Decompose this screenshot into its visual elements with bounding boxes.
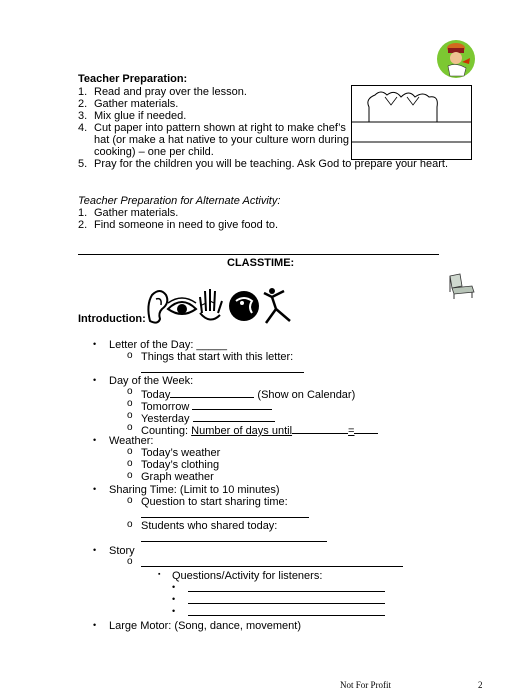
circle-yesterday: o <box>127 410 133 421</box>
prep-item-3: Mix glue if needed. <box>94 110 187 122</box>
alt-item-2: Find someone in need to give food to. <box>94 219 279 231</box>
weather: Weather: <box>109 435 154 447</box>
q-blank-2 <box>188 593 385 604</box>
bullet-weather: • <box>93 435 97 445</box>
weather-item-2: Today’s clothing <box>141 459 220 471</box>
alt-title: Teacher Preparation for Alternate Activity: <box>78 195 281 207</box>
letter-sub: Things that start with this letter: <box>141 351 294 363</box>
head-profile-icon <box>229 291 259 321</box>
prep-item-4-line-1: Cut paper into pattern shown at right to make chef’s <box>94 122 346 134</box>
hand-icon <box>200 289 222 320</box>
prep-item-5: Pray for the children you will be teaching. Ask God to prepare your heart. <box>94 158 449 170</box>
prep-num-5: 5. <box>78 158 88 170</box>
senses-icons <box>144 285 296 327</box>
q-blank-3 <box>188 605 385 616</box>
tomorrow-label: Tomorrow <box>141 401 190 413</box>
letter-blank <box>141 362 304 373</box>
counting-equals: = <box>348 425 355 437</box>
counting-blank-1 <box>292 423 348 434</box>
shared-blank <box>141 531 327 542</box>
day-of-week: Day of the Week: <box>109 375 194 387</box>
today-blank <box>170 387 254 398</box>
prep-num-3: 3. <box>78 110 88 122</box>
circle-story: o <box>127 556 133 567</box>
prep-title: Teacher Preparation: <box>78 73 188 85</box>
story: Story <box>109 545 135 557</box>
footer-label: Not For Profit <box>340 680 392 690</box>
prep-num-4: 4. <box>78 122 88 134</box>
large-motor: Large Motor: (Song, dance, movement) <box>109 620 301 632</box>
circle-question: o <box>127 495 133 506</box>
today-label: Today <box>141 389 171 401</box>
alt-num-1: 1. <box>78 207 88 219</box>
chef-hat-pattern-diagram <box>351 85 472 160</box>
bullet-sharing: • <box>93 484 97 494</box>
story-blank <box>141 556 403 567</box>
alt-item-1: Gather materials. <box>94 207 179 219</box>
counting-row <box>141 423 378 437</box>
prep-item-4-line-2: hat (or make a hat native to your culture worn during <box>94 134 349 146</box>
prep-item-1: Read and pray over the lesson. <box>94 86 247 98</box>
section-divider <box>78 254 439 255</box>
bullet-letter: • <box>93 339 97 349</box>
ear-icon <box>148 291 167 323</box>
circle-counting: o <box>127 422 133 433</box>
prep-item-4-line-3: cooking) – one per child. <box>94 146 214 158</box>
circle-weather-3: o <box>127 470 133 481</box>
tomorrow-blank <box>192 399 272 410</box>
eye-icon <box>168 298 196 314</box>
students-shared: Students who shared today: <box>141 520 278 532</box>
prep-num-1: 1. <box>78 86 88 98</box>
prep-num-2: 2. <box>78 98 88 110</box>
square-questions: ▪ <box>158 571 161 578</box>
bullet-motor: • <box>93 620 97 630</box>
counting-blank-2 <box>354 423 378 434</box>
circle-letter-sub: o <box>127 350 133 361</box>
chair-clipart <box>446 272 476 300</box>
stretching-figure-icon <box>264 288 290 323</box>
weather-item-1: Today’s weather <box>141 447 221 459</box>
bullet-q3: • <box>172 606 176 616</box>
today-note: (Show on Calendar) <box>257 389 356 401</box>
questions-activity: Questions/Activity for listeners: <box>172 570 323 582</box>
letter-of-day: Letter of the Day: _____ <box>109 339 228 351</box>
sharing-question: Question to start sharing time: <box>141 496 288 508</box>
question-blank <box>141 507 309 518</box>
page-number: 2 <box>478 680 483 690</box>
prep-item-2: Gather materials. <box>94 98 179 110</box>
sharing-time: Sharing Time: (Limit to 10 minutes) <box>109 484 280 496</box>
yesterday-blank <box>193 411 275 422</box>
bullet-q1: • <box>172 582 176 592</box>
introduction-label: Introduction: <box>78 313 146 325</box>
classtime-heading: CLASSTIME: <box>227 257 295 269</box>
circle-weather-2: o <box>127 458 133 469</box>
counting-label: Counting: <box>141 425 189 437</box>
weather-item-3: Graph weather <box>141 471 214 483</box>
yesterday-label: Yesterday <box>141 413 190 425</box>
alt-num-2: 2. <box>78 219 88 231</box>
circle-today: o <box>127 386 133 397</box>
q-blank-1 <box>188 581 385 592</box>
bullet-day: • <box>93 375 97 385</box>
circle-shared: o <box>127 519 133 530</box>
bullet-story: • <box>93 545 97 555</box>
circle-tomorrow: o <box>127 398 133 409</box>
bullet-q2: • <box>172 594 176 604</box>
chef-clipart <box>436 38 476 80</box>
circle-weather-1: o <box>127 446 133 457</box>
counting-until: Number of days until <box>191 425 293 437</box>
